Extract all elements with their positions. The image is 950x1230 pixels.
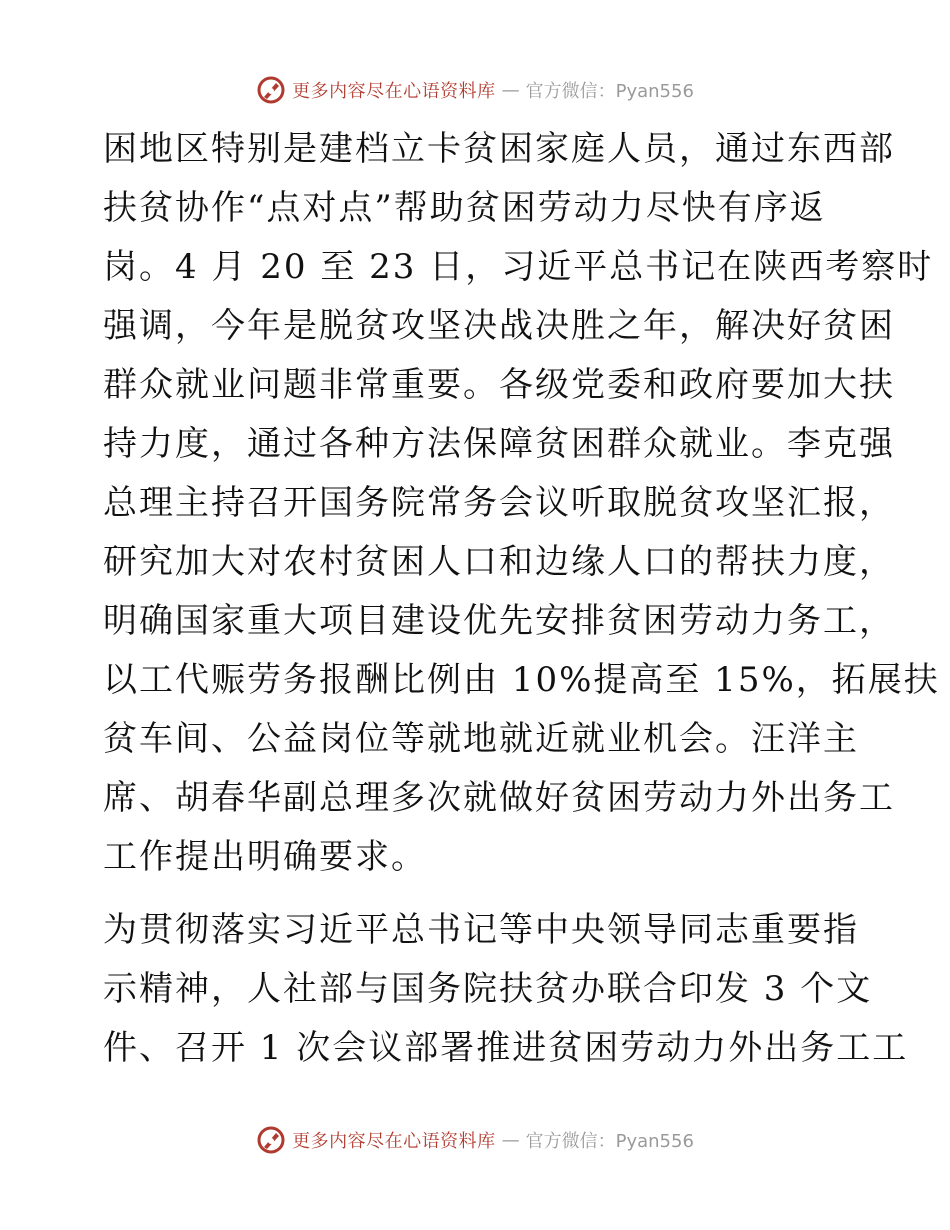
text-line: 明确国家重大项目建设优先安排贫困劳动力务工， bbox=[103, 601, 895, 641]
text-line: 强调，今年是脱贫攻坚决战决胜之年，解决好贫困 bbox=[103, 306, 895, 346]
text-line: 岗。4 月 20 至 23 日，习近平总书记在陕西考察时 bbox=[103, 247, 934, 287]
text-line: 为贯彻落实习近平总书记等中央领导同志重要指 bbox=[103, 910, 859, 950]
banner-text: 更多内容尽在心语资料库 bbox=[292, 1131, 496, 1152]
banner-separator: — bbox=[501, 79, 520, 101]
text-line: 群众就业问题非常重要。各级党委和政府要加大扶 bbox=[103, 365, 895, 405]
text-line: 工作提出明确要求。 bbox=[103, 837, 427, 877]
banner-wechat: 官方微信：Pyan556 bbox=[525, 1131, 694, 1152]
banner-wechat: 官方微信：Pyan556 bbox=[525, 81, 694, 102]
header-banner bbox=[0, 70, 950, 110]
text-line: 席、胡春华副总理多次就做好贫困劳动力外出务工 bbox=[103, 778, 895, 818]
pen-logo-icon bbox=[256, 75, 286, 105]
text-line: 总理主持召开国务院常务会议听取脱贫攻坚汇报， bbox=[103, 483, 895, 523]
banner-text: 更多内容尽在心语资料库 bbox=[292, 81, 496, 102]
text-line: 扶贫协作“点对点”帮助贫困劳动力尽快有序返 bbox=[103, 188, 826, 228]
text-line: 件、召开 1 次会议部署推进贫困劳动力外出务工工 bbox=[103, 1028, 909, 1068]
text-line: 研究加大对农村贫困人口和边缘人口的帮扶力度， bbox=[103, 542, 895, 582]
text-line: 以工代赈劳务报酬比例由 10%提高至 15%，拓展扶 bbox=[103, 660, 940, 700]
paragraph-1 bbox=[103, 120, 940, 887]
banner-separator: — bbox=[501, 1129, 520, 1151]
footer-banner bbox=[0, 1120, 950, 1160]
paragraph-gap bbox=[103, 887, 853, 901]
paragraph-2 bbox=[103, 901, 909, 1078]
text-line: 持力度，通过各种方法保障贫困群众就业。李克强 bbox=[103, 424, 895, 464]
text-line: 困地区特别是建档立卡贫困家庭人员，通过东西部 bbox=[103, 129, 895, 169]
text-line: 示精神，人社部与国务院扶贫办联合印发 3 个文 bbox=[103, 969, 873, 1009]
pen-logo-icon bbox=[256, 1125, 286, 1155]
document-body bbox=[103, 120, 940, 1078]
text-line: 贫车间、公益岗位等就地就近就业机会。汪洋主 bbox=[103, 719, 859, 759]
